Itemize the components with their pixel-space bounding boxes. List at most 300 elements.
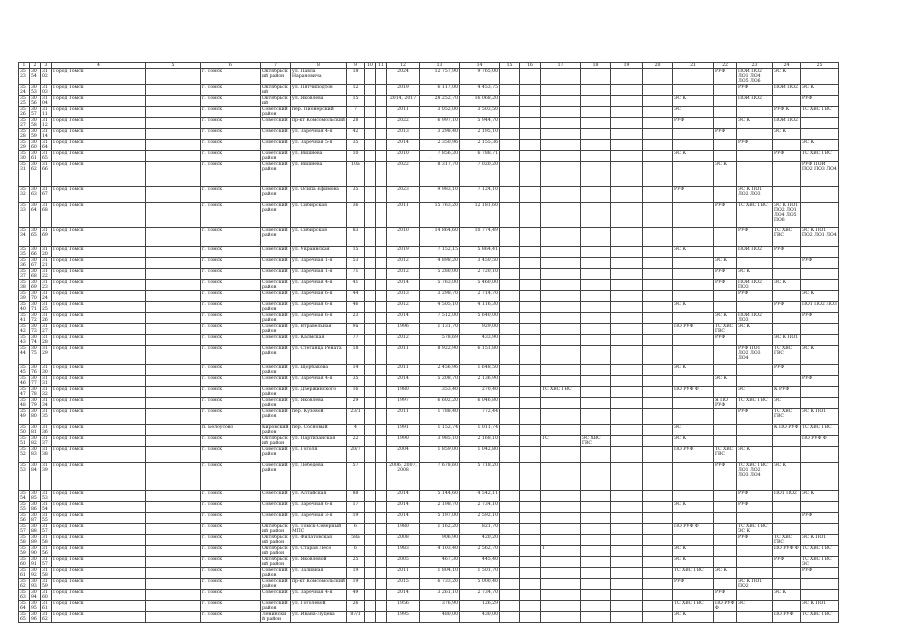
- table-cell: [365, 590, 376, 601]
- table-cell: РУФ К: [773, 107, 801, 118]
- table-cell: Октябрьский район: [261, 557, 291, 568]
- table-cell: [365, 258, 376, 269]
- table-cell: г. Томск: [201, 612, 261, 623]
- table-cell: 3 298,40: [420, 129, 460, 140]
- table-cell: 772,44: [460, 409, 500, 425]
- table-cell: [365, 96, 376, 107]
- table-cell: Город Томск: [52, 398, 146, 409]
- table-cell: [500, 425, 520, 436]
- table-cell: ТС ХВС ГВС: [737, 398, 773, 409]
- table-cell: [376, 247, 387, 258]
- table-cell: 7 152,15: [420, 247, 460, 258]
- table-cell: 2011: [387, 203, 420, 228]
- table-cell: [500, 513, 520, 524]
- table-cell: 3127: [41, 324, 52, 335]
- table-cell: [673, 535, 714, 546]
- table-cell: [643, 601, 673, 612]
- table-cell: [365, 463, 376, 491]
- table-cell: ул. Пятчиподтов: [291, 85, 347, 96]
- table-cell: 3165: [41, 151, 52, 162]
- table-cell: г. Томск: [201, 524, 261, 535]
- table-cell: 3066: [30, 247, 41, 258]
- table-cell: 3112: [41, 118, 52, 129]
- table-cell: Советский район: [261, 398, 291, 409]
- table-cell: г. Томск: [201, 258, 261, 269]
- table-cell: [581, 302, 611, 313]
- table-cell: [541, 69, 581, 85]
- table-cell: [643, 546, 673, 557]
- table-cell: [365, 513, 376, 524]
- table-cell: Город Томск: [52, 524, 146, 535]
- table-cell: Город Томск: [52, 601, 146, 612]
- table-cell: [773, 524, 801, 535]
- table-cell: 3130: [41, 365, 52, 376]
- table-cell: 4 453,75: [460, 85, 500, 96]
- table-cell: [673, 269, 714, 280]
- table-cell: 88: [347, 491, 365, 502]
- table-cell: [611, 85, 643, 96]
- table-cell: [611, 376, 643, 387]
- table-cell: [737, 151, 773, 162]
- table-cell: [643, 513, 673, 524]
- table-cell: [146, 513, 201, 524]
- table-cell: [581, 291, 611, 302]
- table-cell: [500, 280, 520, 291]
- table-cell: Советский: [261, 140, 291, 151]
- table-cell: 3542: [19, 324, 30, 335]
- column-number: 4: [52, 63, 146, 69]
- table-cell: [643, 409, 673, 425]
- table-cell: 3 052,00: [420, 107, 460, 118]
- table-cell: Город Томск: [52, 579, 146, 590]
- table-cell: РУФ: [673, 187, 714, 203]
- table-cell: [581, 346, 611, 365]
- table-cell: 35: [347, 376, 365, 387]
- table-cell: [376, 387, 387, 398]
- table-cell: [673, 69, 714, 85]
- table-cell: [611, 346, 643, 365]
- table-cell: [581, 579, 611, 590]
- table-cell: [365, 69, 376, 85]
- table-cell: 3545: [19, 365, 30, 376]
- table-cell: [365, 557, 376, 568]
- table-cell: [611, 447, 643, 463]
- table-cell: 1980: [387, 387, 420, 398]
- table-cell: [365, 346, 376, 365]
- table-cell: ул. Осипа Ефимова: [291, 187, 347, 203]
- table-cell: 5 944,70: [460, 118, 500, 129]
- table-cell: [581, 69, 611, 85]
- table-cell: [541, 151, 581, 162]
- table-cell: [365, 140, 376, 151]
- table-cell: РУФ: [673, 118, 714, 129]
- table-cell: 5 460,00: [460, 280, 500, 291]
- table-cell: ул. Сибирская: [291, 203, 347, 228]
- table-cell: [581, 590, 611, 601]
- table-cell: 2011: [387, 107, 420, 118]
- table-cell: [611, 228, 643, 247]
- table-cell: [737, 425, 773, 436]
- table-cell: [146, 269, 201, 280]
- table-cell: 5 763,00: [420, 280, 460, 291]
- table-cell: 2 195,10: [460, 129, 500, 140]
- table-cell: [673, 203, 714, 228]
- table-cell: Город Томск: [52, 447, 146, 463]
- table-cell: [376, 140, 387, 151]
- table-cell: [643, 162, 673, 187]
- table-cell: ул. Заречная 6-я: [291, 502, 347, 513]
- table-cell: Город Томск: [52, 590, 146, 601]
- table-cell: Советский: [261, 335, 291, 346]
- table-cell: [673, 228, 714, 247]
- table-cell: [146, 96, 201, 107]
- table-cell: 25: [347, 557, 365, 568]
- table-cell: [146, 187, 201, 203]
- table-cell: [146, 247, 201, 258]
- table-cell: ПО РУФ Ф: [773, 546, 801, 557]
- table-cell: 3067: [30, 258, 41, 269]
- table-cell: 4 116,30: [460, 302, 500, 313]
- table-cell: [365, 247, 376, 258]
- table-cell: РУФ: [714, 463, 737, 491]
- table-cell: [146, 324, 201, 335]
- table-cell: г. Томск: [201, 269, 261, 280]
- table-cell: [500, 568, 520, 579]
- table-cell: [520, 463, 541, 491]
- table-cell: [737, 162, 773, 187]
- table-cell: [500, 398, 520, 409]
- table-cell: 5 864,41: [460, 247, 500, 258]
- table-cell: [500, 313, 520, 324]
- column-number: 1: [19, 63, 30, 69]
- table-cell: 1 162,20: [420, 524, 460, 535]
- table-cell: 3556: [19, 513, 30, 524]
- table-row: [19, 291, 839, 302]
- table-cell: [737, 436, 773, 447]
- table-cell: [737, 335, 773, 346]
- table-cell: г. Томск: [201, 324, 261, 335]
- table-cell: г. Томск: [201, 579, 261, 590]
- stray-mark: ·: [580, 600, 582, 605]
- table-cell: 906,90: [420, 535, 460, 546]
- table-cell: [541, 258, 581, 269]
- table-cell: Город Томск: [52, 269, 146, 280]
- table-row: [19, 69, 839, 85]
- table-row: [19, 129, 839, 140]
- table-cell: [146, 69, 201, 85]
- table-cell: ТС ХВС ГВС: [801, 612, 839, 623]
- table-cell: 3074: [30, 335, 41, 346]
- table-cell: [365, 269, 376, 280]
- table-cell: 15: [347, 96, 365, 107]
- table-cell: [581, 365, 611, 376]
- table-cell: 3 985,10: [420, 436, 460, 447]
- column-number: 24: [773, 63, 801, 69]
- table-cell: 3084: [30, 463, 41, 491]
- table-cell: 3114: [41, 129, 52, 140]
- table-cell: [520, 324, 541, 335]
- table-cell: 126,29: [460, 601, 500, 612]
- table-cell: ПОИ ПО2: [773, 85, 801, 96]
- table-cell: [376, 313, 387, 324]
- table-cell: [714, 436, 737, 447]
- table-cell: [146, 612, 201, 623]
- table-cell: 2 734,70: [460, 590, 500, 601]
- table-cell: 3527: [19, 118, 30, 129]
- table-cell: [365, 324, 376, 335]
- table-cell: [520, 107, 541, 118]
- table-cell: [365, 365, 376, 376]
- table-cell: [500, 151, 520, 162]
- table-cell: [643, 346, 673, 365]
- table-cell: [643, 140, 673, 151]
- table-cell: [376, 524, 387, 535]
- table-cell: 376,90: [420, 601, 460, 612]
- table-cell: ул. Сибирская: [291, 228, 347, 247]
- table-cell: ул. Калмская: [291, 335, 347, 346]
- table-cell: 3531: [19, 162, 30, 187]
- table-cell: пр-кт Комсомольский: [291, 579, 347, 590]
- table-cell: РУФ: [737, 409, 773, 425]
- table-cell: [376, 513, 387, 524]
- table-cell: [146, 85, 201, 96]
- table-cell: г. Томск: [201, 107, 261, 118]
- table-cell: Город Томск: [52, 313, 146, 324]
- table-cell: ЭС К: [714, 568, 737, 579]
- table-cell: [643, 291, 673, 302]
- table-cell: 3081: [30, 425, 41, 436]
- table-cell: Я ПО РУФ: [714, 398, 737, 409]
- table-row: [19, 85, 839, 96]
- column-number: 11: [376, 63, 387, 69]
- table-cell: [376, 365, 387, 376]
- table-cell: [500, 107, 520, 118]
- table-cell: Советский район: [261, 107, 291, 118]
- table-cell: [611, 513, 643, 524]
- table-cell: 3104: [41, 96, 52, 107]
- table-cell: ул. Щорбакова: [291, 365, 347, 376]
- table-cell: 1 804,10: [420, 568, 460, 579]
- table-cell: [541, 463, 581, 491]
- table-cell: [581, 162, 611, 187]
- table-cell: 6 733,20: [420, 579, 460, 590]
- table-cell: РУФ: [773, 557, 801, 568]
- table-cell: 1956: [387, 601, 420, 612]
- table-cell: ул. Яковлева: [291, 96, 347, 107]
- table-cell: [773, 291, 801, 302]
- table-cell: Город Томск: [52, 409, 146, 425]
- table-cell: РУФ: [737, 85, 773, 96]
- table-cell: [737, 107, 773, 118]
- table-cell: [500, 579, 520, 590]
- table-cell: [673, 346, 714, 365]
- table-cell: [581, 535, 611, 546]
- table-cell: 1995: [387, 612, 420, 623]
- column-number: 3: [41, 63, 52, 69]
- table-cell: РУФ: [737, 291, 773, 302]
- table-row: [19, 436, 839, 447]
- table-cell: Октябрьский район: [261, 69, 291, 85]
- table-cell: [643, 425, 673, 436]
- table-cell: г. Томск: [201, 398, 261, 409]
- table-cell: 2008: [387, 535, 420, 546]
- table-cell: [146, 376, 201, 387]
- table-cell: [611, 365, 643, 376]
- table-cell: [365, 187, 376, 203]
- table-cell: г. Томск: [201, 447, 261, 463]
- table-cell: [500, 335, 520, 346]
- table-cell: Советский район: [261, 162, 291, 187]
- table-cell: [714, 346, 737, 365]
- table-cell: [643, 557, 673, 568]
- table-row: [19, 140, 839, 151]
- table-cell: [611, 612, 643, 623]
- column-number: 23: [737, 63, 773, 69]
- table-cell: ПО РУФ: [673, 324, 714, 335]
- table-cell: [643, 151, 673, 162]
- table-cell: [611, 151, 643, 162]
- table-cell: [146, 302, 201, 313]
- table-cell: [365, 313, 376, 324]
- table-cell: 9 983,10: [420, 187, 460, 203]
- table-cell: 1990: [387, 436, 420, 447]
- table-cell: [773, 579, 801, 590]
- table-cell: г. Томск: [201, 535, 261, 546]
- table-cell: 2013: [387, 291, 420, 302]
- table-cell: ул. Томск-Северный МПС: [291, 524, 347, 535]
- table-cell: 15 763,20: [420, 203, 460, 228]
- table-cell: [376, 118, 387, 129]
- table-cell: 3076: [30, 365, 41, 376]
- table-cell: 3565: [19, 612, 30, 623]
- table-cell: [643, 590, 673, 601]
- table-cell: ул. Ивана-Луцева: [291, 612, 347, 623]
- table-cell: 2012: [387, 302, 420, 313]
- table-cell: [376, 590, 387, 601]
- table-cell: 3083: [30, 447, 41, 463]
- table-cell: ЭС К: [714, 376, 737, 387]
- table-cell: г. Томск: [201, 129, 261, 140]
- table-cell: [581, 502, 611, 513]
- table-cell: 3088: [30, 524, 41, 535]
- table-cell: ул. Заречная 3-я: [291, 513, 347, 524]
- table-cell: [520, 524, 541, 535]
- table-cell: [500, 346, 520, 365]
- table-cell: [365, 579, 376, 590]
- table-cell: ул. Филатовская: [291, 535, 347, 546]
- table-cell: 1983: [387, 546, 420, 557]
- table-cell: 3122: [41, 269, 52, 280]
- table-cell: 2011: [387, 365, 420, 376]
- table-cell: 3541: [19, 313, 30, 324]
- table-cell: 3080: [30, 409, 41, 425]
- table-cell: РУФ: [737, 140, 773, 151]
- table-cell: 3054: [30, 69, 41, 85]
- table-cell: [541, 409, 581, 425]
- table-cell: [714, 513, 737, 524]
- table-cell: [376, 335, 387, 346]
- table-row: [19, 162, 839, 187]
- table-cell: [520, 247, 541, 258]
- table-cell: [673, 463, 714, 491]
- table-cell: [520, 118, 541, 129]
- table-cell: 4 103,40: [420, 546, 460, 557]
- table-cell: [376, 601, 387, 612]
- table-cell: 2022: [387, 162, 420, 187]
- table-cell: 3166: [41, 162, 52, 187]
- table-cell: [801, 590, 839, 601]
- table-cell: 3539: [19, 291, 30, 302]
- table-cell: [520, 513, 541, 524]
- table-cell: 87/1: [347, 612, 365, 623]
- table-cell: [520, 151, 541, 162]
- table-cell: [520, 502, 541, 513]
- table-cell: [541, 365, 581, 376]
- table-cell: ул. Заречная 4-я: [291, 590, 347, 601]
- table-cell: ул. Заречная 4-я: [291, 129, 347, 140]
- table-cell: 1 648,50: [460, 365, 500, 376]
- table-cell: г. Томск: [201, 601, 261, 612]
- column-number: 6: [201, 63, 261, 69]
- table-cell: [581, 228, 611, 247]
- table-cell: ПО РУФ Ф: [673, 524, 714, 535]
- table-cell: Город Томск: [52, 324, 146, 335]
- table-cell: [541, 140, 581, 151]
- table-cell: РУФ: [773, 302, 801, 313]
- table-cell: ЭС К ПО1: [773, 335, 801, 346]
- table-cell: [673, 376, 714, 387]
- table-cell: 28 252,70: [420, 96, 460, 107]
- table-cell: [801, 69, 839, 85]
- table-cell: Советский район: [261, 151, 291, 162]
- table-cell: 3546: [19, 376, 30, 387]
- table-cell: 6: [347, 524, 365, 535]
- table-cell: Город Томск: [52, 291, 146, 302]
- table-cell: [541, 96, 581, 107]
- table-cell: [643, 524, 673, 535]
- table-row: [19, 590, 839, 601]
- table-cell: 3553: [19, 463, 30, 491]
- table-cell: [581, 387, 611, 398]
- table-cell: [541, 203, 581, 228]
- table-cell: [541, 425, 581, 436]
- table-cell: 2014: [387, 313, 420, 324]
- table-cell: 3129: [41, 346, 52, 365]
- table-cell: 480,00: [420, 612, 460, 623]
- table-cell: 3161: [41, 601, 52, 612]
- table-cell: 3053: [30, 85, 41, 96]
- table-cell: Город Томск: [52, 85, 146, 96]
- table-cell: ул. Дзержинского: [291, 387, 347, 398]
- table-cell: ЭС К: [714, 162, 737, 187]
- table-cell: [520, 409, 541, 425]
- table-cell: [541, 187, 581, 203]
- table-cell: Советский район: [261, 601, 291, 612]
- table-cell: [541, 118, 581, 129]
- table-cell: ПОИ ПО2: [773, 118, 801, 129]
- table-cell: Т: [541, 546, 581, 557]
- table-cell: [500, 436, 520, 447]
- table-cell: [581, 398, 611, 409]
- table-cell: 12 757,90: [420, 69, 460, 85]
- table-cell: [801, 447, 839, 463]
- table-cell: РУФ ПОИ ПО2 ПО3 ЛО4: [801, 162, 839, 187]
- table-cell: [581, 601, 611, 612]
- table-cell: [500, 203, 520, 228]
- table-cell: ТС ХВС ГВС: [773, 535, 801, 546]
- table-cell: 3111: [41, 107, 52, 118]
- table-cell: 5 718,20: [460, 463, 500, 491]
